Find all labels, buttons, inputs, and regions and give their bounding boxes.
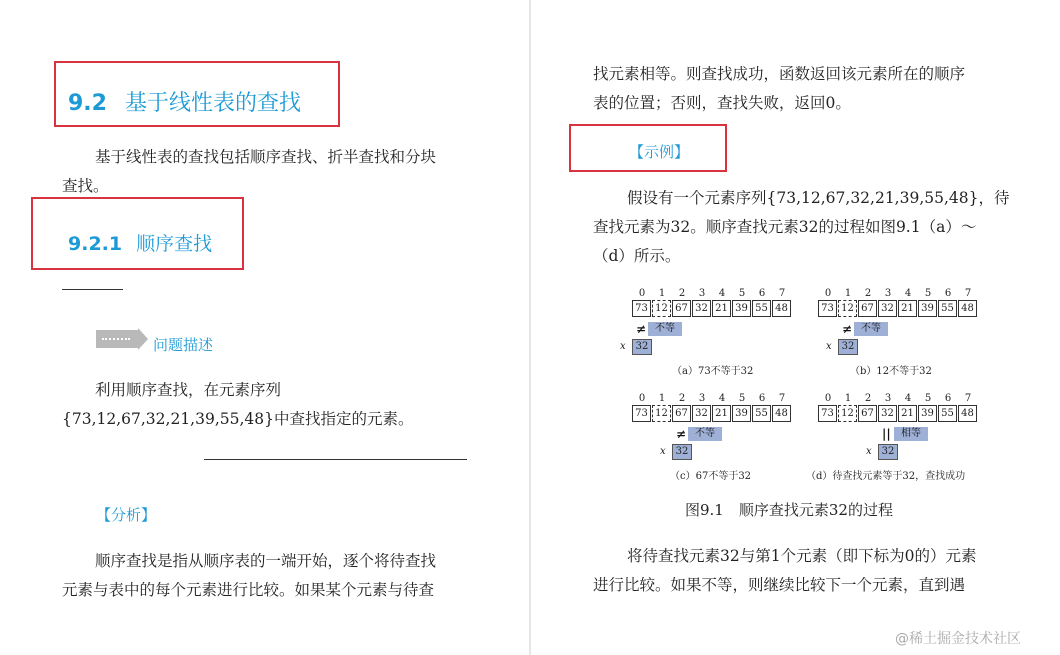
not-equal-label: 不等 <box>688 427 722 441</box>
index-label: 5 <box>924 288 932 299</box>
index-label: 5 <box>924 393 932 404</box>
example-line-1: 假设有一个元素序列{73,12,67,32,21,39,55,48}，待 <box>627 189 1010 207</box>
array-cell: 21 <box>898 405 917 422</box>
array-cell: 73 <box>818 405 837 422</box>
panel-caption: （c）67不等于32 <box>670 471 752 482</box>
arrow-icon <box>96 330 138 348</box>
index-label: 6 <box>944 393 952 404</box>
index-label: 3 <box>884 393 892 404</box>
index-label: 4 <box>718 393 726 404</box>
figure-panel-c <box>632 393 802 483</box>
index-label: 2 <box>678 393 686 404</box>
array-cell: 39 <box>732 300 751 317</box>
figure-panel-b <box>818 288 988 378</box>
subsection-number: 9.2.1 <box>68 233 123 255</box>
intro-line-1: 基于线性表的查找包括顺序查找、折半查找和分块 <box>95 148 437 166</box>
index-label: 4 <box>904 393 912 404</box>
x-value: 32 <box>878 444 898 460</box>
index-label: 2 <box>678 288 686 299</box>
analysis-line-1: 顺序查找是指从顺序表的一端开始，逐个将待查找 <box>95 552 437 570</box>
x-label: x <box>620 341 626 352</box>
equal-label: 相等 <box>894 427 928 441</box>
problem-rule <box>204 459 467 460</box>
array-row <box>632 405 792 422</box>
array-cell: 55 <box>752 300 771 317</box>
x-label: x <box>660 446 666 457</box>
array-cell: 39 <box>732 405 751 422</box>
index-label: 4 <box>904 288 912 299</box>
array-cell: 55 <box>938 300 957 317</box>
index-label: 2 <box>864 288 872 299</box>
index-label: 7 <box>778 393 786 404</box>
subsection-title: 顺序查找 <box>136 233 213 255</box>
array-cell: 12 <box>838 300 857 317</box>
array-cell: 32 <box>692 300 711 317</box>
array-cell: 67 <box>672 405 691 422</box>
index-label: 0 <box>638 288 646 299</box>
section-heading <box>68 86 301 117</box>
not-equal-marker: ≠ <box>842 322 853 336</box>
not-equal-marker: ≠ <box>636 322 647 336</box>
problem-label: 问题描述 <box>153 336 214 354</box>
not-equal-marker: ≠ <box>676 427 687 441</box>
section-title: 基于线性表的查找 <box>124 91 301 116</box>
index-label: 3 <box>698 393 706 404</box>
figure-panel-a <box>620 288 802 378</box>
panel-caption: （d）待查找元素等于32，查找成功 <box>806 471 966 482</box>
problem-line-1: 利用顺序查找，在元素序列 <box>95 381 282 399</box>
array-row <box>632 300 792 317</box>
index-label: 1 <box>658 288 666 299</box>
watermark: @稀土掘金技术社区 <box>895 631 1021 647</box>
array-cell: 39 <box>918 300 937 317</box>
array-cell: 39 <box>918 405 937 422</box>
array-cell: 73 <box>632 405 651 422</box>
index-label: 0 <box>638 393 646 404</box>
index-label: 0 <box>824 288 832 299</box>
array-row <box>818 405 978 422</box>
index-label: 2 <box>864 393 872 404</box>
index-label: 3 <box>884 288 892 299</box>
array-cell: 48 <box>772 300 791 317</box>
analysis-line-2: 元素与表中的每个元素进行比较。如果某个元素与待查 <box>62 581 435 599</box>
index-label: 1 <box>658 393 666 404</box>
example-tag: 【示例】 <box>629 143 690 161</box>
array-row <box>818 300 978 317</box>
index-label: 1 <box>844 393 852 404</box>
array-cell: 55 <box>752 405 771 422</box>
index-label: 6 <box>758 393 766 404</box>
array-cell: 21 <box>898 300 917 317</box>
array-cell: 67 <box>672 300 691 317</box>
index-label: 0 <box>824 393 832 404</box>
not-equal-label: 不等 <box>854 322 888 336</box>
index-label: 6 <box>944 288 952 299</box>
index-label: 7 <box>778 288 786 299</box>
right-page <box>531 0 1060 655</box>
example-line-2: 查找元素为32。顺序查找元素32的过程如图9.1（a）～ <box>593 218 977 236</box>
array-cell: 32 <box>878 405 897 422</box>
top-line-2: 表的位置；否则，查找失败，返回0。 <box>593 94 851 112</box>
index-label: 5 <box>738 288 746 299</box>
index-label: 1 <box>844 288 852 299</box>
problem-line-2: {73,12,67,32,21,39,55,48}中查找指定的元素。 <box>62 410 414 428</box>
x-value: 32 <box>672 444 692 460</box>
array-cell: 67 <box>858 300 877 317</box>
index-label: 6 <box>758 288 766 299</box>
array-cell: 21 <box>712 405 731 422</box>
array-cell: 12 <box>652 300 671 317</box>
not-equal-label: 不等 <box>648 322 682 336</box>
bottom-line-2: 进行比较。如果不等，则继续比较下一个元素，直到遇 <box>593 576 966 594</box>
panel-caption: （b）12不等于32 <box>850 366 932 377</box>
array-cell: 32 <box>692 405 711 422</box>
index-label: 4 <box>718 288 726 299</box>
bottom-line-1: 将待查找元素32与第1个元素（即下标为0的）元素 <box>627 547 977 565</box>
top-line-1: 找元素相等。则查找成功，函数返回该元素所在的顺序 <box>593 65 966 83</box>
array-cell: 73 <box>818 300 837 317</box>
subsection-rule <box>62 289 123 290</box>
index-label: 7 <box>964 393 972 404</box>
index-label: 7 <box>964 288 972 299</box>
array-cell: 48 <box>958 300 977 317</box>
x-value: 32 <box>838 339 858 355</box>
x-value: 32 <box>632 339 652 355</box>
x-label: x <box>866 446 872 457</box>
array-cell: 21 <box>712 300 731 317</box>
intro-line-2: 查找。 <box>62 177 109 195</box>
array-cell: 48 <box>958 405 977 422</box>
section-number: 9.2 <box>68 91 107 116</box>
array-cell: 55 <box>938 405 957 422</box>
array-cell: 12 <box>652 405 671 422</box>
array-cell: 67 <box>858 405 877 422</box>
array-cell: 32 <box>878 300 897 317</box>
array-cell: 12 <box>838 405 857 422</box>
equal-marker: || <box>882 427 891 441</box>
subsection-heading <box>68 229 212 256</box>
index-label: 3 <box>698 288 706 299</box>
figure-caption: 图9.1 顺序查找元素32的过程 <box>685 501 893 519</box>
array-cell: 73 <box>632 300 651 317</box>
index-label: 5 <box>738 393 746 404</box>
figure-panel-d <box>806 393 988 483</box>
analysis-tag: 【分析】 <box>96 506 157 524</box>
example-line-3: （d）所示。 <box>593 247 681 265</box>
x-label: x <box>826 341 832 352</box>
panel-caption: （a）73不等于32 <box>672 366 754 377</box>
array-cell: 48 <box>772 405 791 422</box>
